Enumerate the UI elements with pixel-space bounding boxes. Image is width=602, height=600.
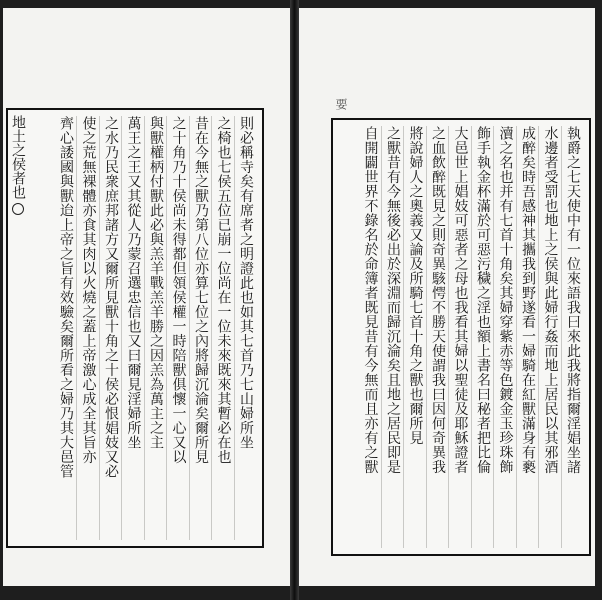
left-text-column: 使之荒無裸體亦食其肉以火燒之蓋上帝激心成全其旨亦 — [76, 116, 99, 540]
right-text-columns — [339, 126, 583, 548]
left-text-column: 與獸權柄付獸此必與羔羊戰羔羊勝之因羔為萬主之主 — [144, 116, 167, 540]
right-text-column: 飾手執金杯滿於可惡污穢之淫也額上書名曰秘者把比倫 — [471, 126, 494, 548]
right-text-column: 自開闢世界不錄名於命簿者既見昔有今無而且亦有之獸 — [362, 126, 379, 474]
left-text-column: 之十角乃十侯尚未得都但領侯權一時陪獸俱懷一心又以 — [166, 116, 189, 540]
section-heading — [8, 115, 28, 285]
left-text-column: 昔在今無之獸乃第八位亦算七位之內將歸沉淪矣爾所見 — [189, 116, 212, 540]
left-text-column: 萬王之王又其從人乃蒙召選忠信也又曰爾見淫婦所坐 — [121, 116, 144, 540]
right-text-column: 之獸昔有今無後必出於深淵而歸沉淪矣且地之居民即是 — [381, 126, 404, 548]
left-text-frame — [6, 108, 264, 548]
left-text-column: 之椅也七侯五位已崩一位尚在一位未來既來其暫必在也 — [211, 116, 234, 540]
right-text-column: 大邑世上娼妓可惡者之母也我看其婦以聖徒及耶穌證者 — [448, 126, 471, 548]
right-text-column: 執爵之七天使中有一位來語我曰來此我將指爾淫娼坐諸 — [561, 126, 584, 548]
right-text-column: 將說婦人之奧義又論及所騎七首十角之獸也爾所見 — [403, 126, 426, 548]
left-text-column: 則必稱寺矣有席者之明證此也如其七首乃七山婦所坐 — [234, 116, 257, 540]
right-text-column: 瀆之名也并有七首十角矣其婦穿紫赤等色鍍金玉珍珠飾 — [493, 126, 516, 548]
right-text-frame — [331, 118, 591, 556]
right-text-column: 之血飲醉既見之則奇異駭愕不勝天使謂我曰因何奇異我 — [426, 126, 449, 548]
left-text-column: 齊心諉國與獸迨上帝之旨有效驗矣爾所看之婦乃其大邑管 — [58, 116, 74, 479]
right-text-column: 成醉矣時吾感神其攜我到野遂看一婦騎在紅獸滿身有褻 — [516, 126, 539, 548]
left-text-column: 之水乃民衆庶邦諸方又爾所見獸十角之十侯必恨娼妓又必 — [99, 116, 122, 540]
left-text-columns — [14, 116, 256, 540]
circle-mark-icon — [12, 203, 24, 215]
running-head: 要 — [334, 98, 348, 110]
section-heading-text: 地土之侯者也 — [10, 115, 26, 199]
book-gutter — [290, 0, 299, 600]
right-text-column: 水邊者受罰也地上之侯與此婦行姦而地上居民以其邪酒 — [538, 126, 561, 548]
